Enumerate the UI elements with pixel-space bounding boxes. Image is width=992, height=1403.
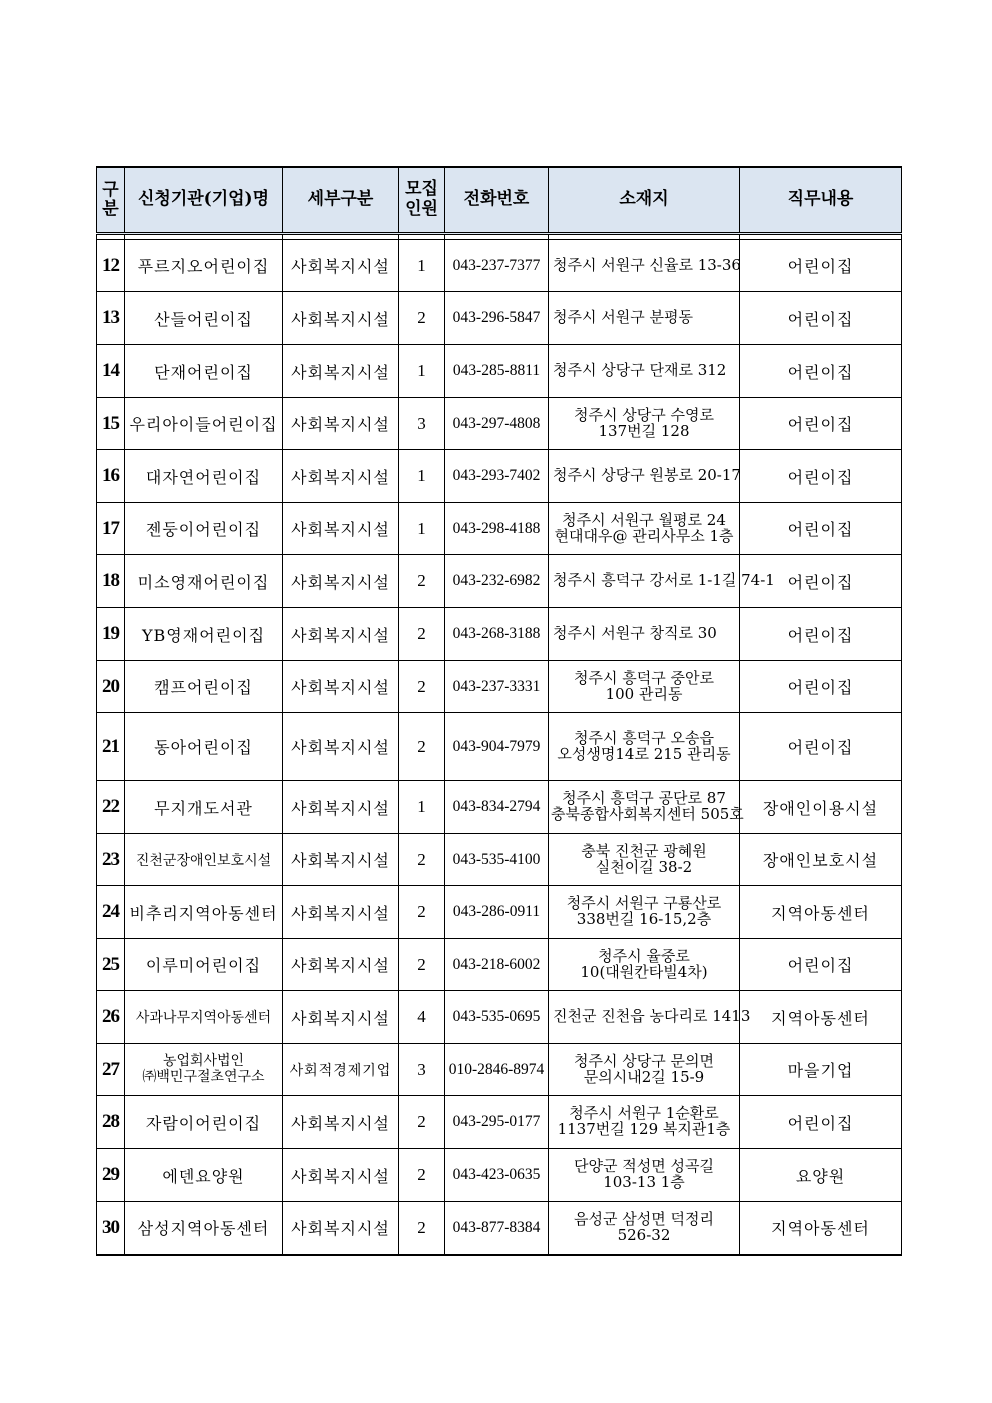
row-no: 20 [97,661,125,713]
row-phone: 010-2846-8974 [445,1044,549,1096]
recruitment-table [96,166,902,1256]
location-line-2: 오성생명14로 215 관리동 [557,744,731,763]
row-org: 캠프어린이집 [125,661,283,713]
row-no: 12 [97,240,125,292]
row-job: 어린이집 [740,450,902,503]
row-job: 어린이집 [740,240,902,292]
table-row [97,781,902,834]
row-phone: 043-834-2794 [445,781,549,834]
row-job: 지역아동센터 [740,991,902,1044]
row-count: 2 [399,886,445,939]
row-location [549,503,740,555]
table-row [97,991,902,1044]
table-row [97,661,902,713]
row-no: 13 [97,292,125,345]
header-row [97,167,902,234]
row-count: 1 [399,503,445,555]
row-count: 4 [399,991,445,1044]
row-location [549,939,740,991]
location-line-1: 단양군 적성면 성곡길 [574,1157,714,1176]
row-org: 무지개도서관 [125,781,283,834]
row-no: 18 [97,555,125,608]
location-line-1: 진천군 진천읍 농다리로 1413 [553,1007,751,1026]
row-count: 1 [399,781,445,834]
row-org: 자람이어린이집 [125,1096,283,1149]
location-line-2: 문의시내2길 15-9 [583,1067,705,1086]
table-row [97,292,902,345]
row-org: 이루미어린이집 [125,939,283,991]
org-line-1: 농업회사법인 [162,1053,245,1070]
header-count: 모집인원 [399,167,445,234]
location-line-1: 충북 진천군 광혜원 [581,841,707,860]
table-row [97,1149,902,1202]
table-row [97,1044,902,1096]
row-category: 사회복지시설 [283,713,399,781]
row-location [549,292,740,345]
table-row [97,450,902,503]
row-no: 16 [97,450,125,503]
row-phone: 043-295-0177 [445,1096,549,1149]
table-row [97,555,902,608]
row-org: 단재어린이집 [125,345,283,398]
row-org: 사과나무지역아동센터 [125,991,283,1044]
location-line-2: 충북종합사회복지센터 505호 [551,805,744,823]
table-row [97,939,902,991]
row-org: 푸르지오어린이집 [125,240,283,292]
row-count: 2 [399,608,445,661]
row-location [549,240,740,292]
row-location [549,1202,740,1255]
row-org: YB영재어린이집 [125,608,283,661]
row-job: 지역아동센터 [740,1202,902,1255]
row-location [549,1096,740,1149]
row-org [125,1044,283,1096]
row-job: 어린이집 [740,608,902,661]
row-category: 사회복지시설 [283,834,399,886]
row-phone: 043-535-0695 [445,991,549,1044]
row-org: 미소영재어린이집 [125,555,283,608]
row-job: 어린이집 [740,555,902,608]
table-row [97,608,902,661]
row-count: 2 [399,1096,445,1149]
row-category: 사회복지시설 [283,939,399,991]
row-category: 사회복지시설 [283,1096,399,1149]
row-category: 사회복지시설 [283,292,399,345]
table-body [97,234,902,1255]
location-line-1: 청주시 상당구 원봉로 20-17 [553,466,741,485]
row-count: 2 [399,292,445,345]
row-count: 2 [399,939,445,991]
location-line-1: 음성군 삼성면 덕정리 [574,1210,714,1228]
row-job: 어린이집 [740,939,902,991]
row-org: 비추리지역아동센터 [125,886,283,939]
row-location [549,661,740,713]
row-job: 어린이집 [740,503,902,555]
row-org: 젠둥이어린이집 [125,503,283,555]
row-category: 사회복지시설 [283,1202,399,1255]
table-row [97,713,902,781]
row-location [549,886,740,939]
row-category: 사회복지시설 [283,781,399,834]
row-location [549,713,740,781]
row-no: 22 [97,781,125,834]
row-count: 1 [399,450,445,503]
row-no: 29 [97,1149,125,1202]
location-line-2: 현대대우@ 관리사무소 1층 [554,526,734,545]
row-phone: 043-268-3188 [445,608,549,661]
row-job: 어린이집 [740,345,902,398]
location-line-1: 청주시 서원구 월평로 24 [562,510,726,529]
row-category: 사회복지시설 [283,661,399,713]
location-line-1: 청주시 서원구 창직로 30 [553,624,717,643]
row-category: 사회복지시설 [283,240,399,292]
row-count: 3 [399,398,445,450]
row-phone: 043-218-6002 [445,939,549,991]
table-row [97,1096,902,1149]
row-location [549,781,744,834]
row-category: 사회복지시설 [283,608,399,661]
row-count: 2 [399,1202,445,1255]
row-location [549,450,740,503]
row-phone: 043-877-8384 [445,1202,549,1255]
row-phone: 043-296-5847 [445,292,549,345]
location-line-1: 청주시 율중로 [598,946,690,965]
row-phone: 043-285-8811 [445,345,549,398]
row-job: 요양원 [740,1149,902,1202]
header-location: 소재지 [549,167,740,234]
row-phone: 043-237-3331 [445,661,549,713]
row-no: 14 [97,345,125,398]
row-job: 마을기업 [740,1044,902,1096]
location-line-2: 10(대원칸타빌4차) [580,962,708,981]
row-count: 1 [399,240,445,292]
table-row [97,398,902,450]
row-no: 28 [97,1096,125,1149]
row-count: 3 [399,1044,445,1096]
row-job: 어린이집 [740,1096,902,1149]
row-org: 동아어린이집 [125,713,283,781]
row-phone: 043-293-7402 [445,450,549,503]
row-count: 2 [399,834,445,886]
row-location [549,608,740,661]
row-count: 2 [399,555,445,608]
location-line-2: 실천이길 38-2 [595,857,693,876]
row-category: 사회복지시설 [283,991,399,1044]
location-line-2: 103-13 1층 [603,1173,685,1191]
location-line-2: 1137번길 129 복지관1층 [557,1120,731,1138]
row-count: 2 [399,661,445,713]
row-category: 사회복지시설 [283,398,399,450]
location-line-1: 청주시 서원구 신율로 13-36 [553,255,741,274]
row-job: 어린이집 [740,292,902,345]
location-line-2: 338번길 16-15,2층 [576,910,712,928]
row-job: 지역아동센터 [740,886,902,939]
location-line-1: 청주시 흥덕구 중안로 [574,668,714,687]
location-line-1: 청주시 서원구 구룡산로 [566,894,722,913]
row-category: 사회복지시설 [283,1149,399,1202]
row-org: 에덴요양원 [125,1149,283,1202]
row-location [549,555,775,608]
row-location [549,345,740,398]
row-location [549,1149,740,1202]
table-row [97,886,902,939]
row-category: 사회적경제기업 [283,1044,399,1096]
row-no: 27 [97,1044,125,1096]
row-phone: 043-286-0911 [445,886,549,939]
location-line-2: 137번길 128 [598,421,690,440]
header-phone: 전화번호 [445,167,549,234]
table-row [97,240,902,292]
row-no: 19 [97,608,125,661]
row-no: 25 [97,939,125,991]
row-count: 2 [399,1149,445,1202]
row-job: 장애인이용시설 [740,781,902,834]
location-line-2: 526-32 [617,1225,671,1244]
row-category: 사회복지시설 [283,555,399,608]
header-org: 신청기관(기업)명 [125,167,283,234]
row-no: 26 [97,991,125,1044]
table-row [97,503,902,555]
row-no: 23 [97,834,125,886]
row-no: 24 [97,886,125,939]
row-phone: 043-423-0635 [445,1149,549,1202]
row-location [549,1044,740,1096]
row-job: 어린이집 [740,661,902,713]
table-row [97,345,902,398]
table-row [97,1202,902,1255]
row-org: 삼성지역아동센터 [125,1202,283,1255]
location-line-1: 청주시 서원구 분평동 [553,308,693,327]
location-line-2: 100 관리동 [605,684,683,703]
header-no: 구분 [97,167,125,234]
row-no: 30 [97,1202,125,1255]
row-category: 사회복지시설 [283,886,399,939]
row-category: 사회복지시설 [283,450,399,503]
row-org: 대자연어린이집 [125,450,283,503]
table-row [97,834,902,886]
row-org: 산들어린이집 [125,292,283,345]
row-location [549,834,740,886]
row-count: 1 [399,345,445,398]
location-line-1: 청주시 서원구 1순환로 [569,1104,719,1123]
header-category: 세부구분 [283,167,399,234]
row-no: 17 [97,503,125,555]
row-phone: 043-237-7377 [445,240,549,292]
org-line-2: ㈜백민구절초연구소 [142,1068,265,1085]
row-location [549,991,751,1044]
location-line-1: 청주시 흥덕구 강서로 1-1길 74-1 [553,571,775,590]
location-line-1: 청주시 흥덕구 공단로 87 [562,789,726,808]
row-org: 우리아이들어린이집 [125,398,283,450]
header-job: 직무내용 [740,167,902,234]
row-no: 15 [97,398,125,450]
row-phone: 043-904-7979 [445,713,549,781]
row-count: 2 [399,713,445,781]
row-category: 사회복지시설 [283,345,399,398]
row-job: 어린이집 [740,713,902,781]
row-job: 어린이집 [740,398,902,450]
location-line-1: 청주시 상당구 수영로 [574,405,714,424]
row-phone: 043-232-6982 [445,555,549,608]
location-line-1: 청주시 상당구 문의면 [574,1051,714,1070]
location-line-1: 청주시 상당구 단재로 312 [553,361,727,380]
row-no: 21 [97,713,125,781]
row-location [549,398,740,450]
row-phone: 043-297-4808 [445,398,549,450]
row-job: 장애인보호시설 [740,834,902,886]
row-phone: 043-298-4188 [445,503,549,555]
location-line-1: 청주시 흥덕구 오송읍 [574,728,714,747]
row-category: 사회복지시설 [283,503,399,555]
row-phone: 043-535-4100 [445,834,549,886]
row-org: 진천군장애인보호시설 [125,834,283,886]
